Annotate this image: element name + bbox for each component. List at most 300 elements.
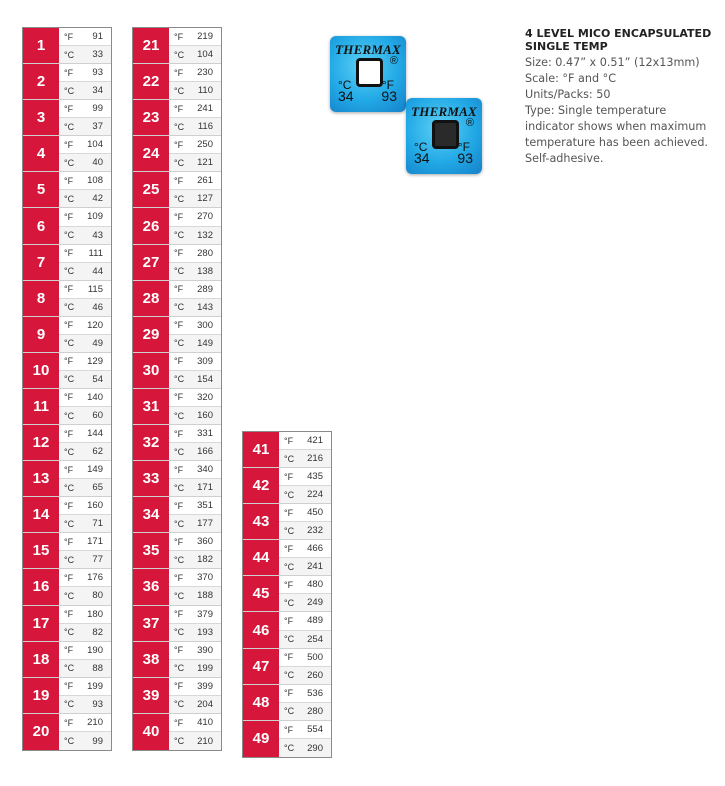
celsius-unit: °C [64, 590, 75, 601]
celsius-value: 42 [92, 193, 103, 205]
celsius-line [59, 118, 111, 135]
temperature-level-row [23, 497, 111, 533]
celsius-value: 99 [92, 735, 103, 747]
fahrenheit-line [59, 100, 111, 118]
level-number: 22 [133, 64, 169, 99]
temperature-level-row [133, 245, 221, 281]
fahrenheit-line [169, 606, 221, 624]
fahrenheit-value: 99 [92, 103, 103, 115]
temperature-level-row [133, 208, 221, 244]
celsius-line [169, 299, 221, 316]
temperature-level-row [133, 353, 221, 389]
fahrenheit-value: 379 [197, 608, 213, 620]
level-number: 25 [133, 172, 169, 207]
celsius-line [279, 486, 331, 503]
temperature-level-row [243, 649, 331, 685]
fahrenheit-line [59, 533, 111, 551]
fahrenheit-line [279, 612, 331, 630]
fahrenheit-value: 176 [87, 572, 103, 584]
fahrenheit-value: 241 [197, 103, 213, 115]
celsius-unit: °C [174, 266, 185, 277]
temperature-values [169, 172, 221, 207]
temperature-values [59, 317, 111, 352]
celsius-line [279, 667, 331, 684]
fahrenheit-value: 144 [87, 428, 103, 440]
fahrenheit-unit: °F [174, 500, 184, 511]
temperature-values [59, 606, 111, 641]
level-number: 23 [133, 100, 169, 135]
registered-mark: ® [465, 117, 474, 129]
fahrenheit-unit: °F [284, 615, 294, 626]
temperature-values [59, 678, 111, 713]
fahrenheit-value: 160 [87, 500, 103, 512]
celsius-value: 154 [197, 373, 213, 385]
level-number: 19 [23, 678, 59, 713]
celsius-line [169, 515, 221, 532]
product-type-line-4: Self-adhesive. [525, 152, 604, 165]
fahrenheit-unit: °F [174, 572, 184, 583]
celsius-unit: °C [174, 518, 185, 529]
fahrenheit-value: 93 [92, 67, 103, 79]
fahrenheit-line [279, 685, 331, 703]
temperature-level-row [133, 678, 221, 714]
level-number: 7 [23, 245, 59, 280]
celsius-unit: °C [174, 338, 185, 349]
fahrenheit-unit: °F [284, 507, 294, 518]
celsius-unit: °C [174, 230, 185, 241]
temperature-level-row [243, 432, 331, 468]
fahrenheit-line [59, 461, 111, 479]
level-number: 39 [133, 678, 169, 713]
celsius-line [169, 371, 221, 388]
fahrenheit-value: 466 [307, 543, 323, 555]
temperature-values [169, 245, 221, 280]
celsius-line [59, 479, 111, 496]
celsius-value: 116 [197, 121, 213, 133]
celsius-unit: °C [64, 482, 75, 493]
celsius-unit: °C [64, 627, 75, 638]
fahrenheit-line [59, 678, 111, 696]
level-number: 41 [243, 432, 279, 467]
celsius-line [59, 154, 111, 171]
celsius-value: 210 [197, 735, 213, 747]
temperature-level-row [133, 425, 221, 461]
temperature-level-row [23, 64, 111, 100]
level-number: 16 [23, 569, 59, 604]
temperature-values [169, 569, 221, 604]
celsius-unit: °C [174, 157, 185, 168]
celsius-unit: °C [64, 518, 75, 529]
celsius-unit: °C [284, 743, 295, 754]
fahrenheit-value: 360 [197, 536, 213, 548]
celsius-unit: °C [174, 627, 185, 638]
fahrenheit-unit: °F [64, 645, 74, 656]
celsius-unit: °C [174, 699, 185, 710]
celsius-value: 65 [92, 482, 103, 494]
level-number: 2 [23, 64, 59, 99]
temperature-level-row [23, 714, 111, 750]
temperature-level-row [23, 317, 111, 353]
fahrenheit-unit: °F [174, 284, 184, 295]
celsius-value: 40 [92, 157, 103, 169]
fahrenheit-unit: °F [174, 428, 184, 439]
fahrenheit-line [279, 576, 331, 594]
temperature-values [169, 64, 221, 99]
temperature-values [169, 353, 221, 388]
celsius-unit: °C [174, 49, 185, 60]
product-title-line-1: 4 LEVEL MICO ENCAPSULATED [525, 27, 712, 40]
celsius-value: 138 [197, 265, 213, 277]
level-number: 42 [243, 468, 279, 503]
level-number: 45 [243, 576, 279, 611]
celsius-unit: °C [174, 410, 185, 421]
fahrenheit-unit: °F [284, 724, 294, 735]
temperature-values [59, 497, 111, 532]
indicator-celsius-value: 34 [338, 88, 354, 104]
celsius-value: 80 [92, 590, 103, 602]
celsius-unit: °C [64, 49, 75, 60]
temperature-level-row [133, 533, 221, 569]
celsius-line [59, 335, 111, 352]
temperature-level-row [133, 281, 221, 317]
fahrenheit-unit: °F [284, 471, 294, 482]
fahrenheit-line [59, 497, 111, 515]
indicator-fahrenheit-unit: °F [457, 140, 470, 154]
temperature-values [279, 649, 331, 684]
fahrenheit-line [169, 425, 221, 443]
temperature-values [169, 317, 221, 352]
fahrenheit-line [59, 425, 111, 443]
celsius-value: 34 [92, 85, 103, 97]
temperature-values [169, 642, 221, 677]
fahrenheit-value: 199 [87, 680, 103, 692]
fahrenheit-line [279, 432, 331, 450]
fahrenheit-unit: °F [64, 356, 74, 367]
level-number: 21 [133, 28, 169, 63]
celsius-line [279, 522, 331, 539]
fahrenheit-value: 480 [307, 579, 323, 591]
fahrenheit-line [59, 389, 111, 407]
fahrenheit-unit: °F [64, 464, 74, 475]
temperature-values [59, 389, 111, 424]
fahrenheit-unit: °F [284, 435, 294, 446]
fahrenheit-value: 421 [307, 435, 323, 447]
celsius-line [279, 450, 331, 467]
fahrenheit-line [59, 245, 111, 263]
temperature-values [169, 281, 221, 316]
temperature-level-row [23, 569, 111, 605]
level-number: 44 [243, 540, 279, 575]
celsius-value: 49 [92, 337, 103, 349]
indicator-fahrenheit-value: 93 [381, 88, 397, 104]
fahrenheit-unit: °F [64, 320, 74, 331]
temperature-level-row [133, 317, 221, 353]
fahrenheit-line [279, 540, 331, 558]
celsius-line [59, 82, 111, 99]
fahrenheit-line [59, 208, 111, 226]
temperature-level-row [133, 714, 221, 750]
temperature-values [279, 721, 331, 757]
fahrenheit-unit: °F [174, 211, 184, 222]
celsius-value: 127 [197, 193, 213, 205]
celsius-unit: °C [284, 706, 295, 717]
celsius-line [169, 587, 221, 604]
temperature-level-row [23, 281, 111, 317]
fahrenheit-line [59, 606, 111, 624]
product-size: Size: 0.47” x 0.51” (12x13mm) [525, 56, 700, 69]
fahrenheit-value: 91 [92, 31, 103, 43]
celsius-value: 149 [197, 337, 213, 349]
celsius-unit: °C [174, 590, 185, 601]
level-number: 20 [23, 714, 59, 750]
product-units: Units/Packs: 50 [525, 88, 611, 101]
fahrenheit-line [279, 721, 331, 740]
fahrenheit-value: 435 [307, 471, 323, 483]
celsius-unit: °C [284, 597, 295, 608]
celsius-unit: °C [284, 561, 295, 572]
level-number: 8 [23, 281, 59, 316]
celsius-value: 199 [197, 662, 213, 674]
fahrenheit-unit: °F [174, 103, 184, 114]
fahrenheit-line [59, 136, 111, 154]
level-number: 28 [133, 281, 169, 316]
level-number: 30 [133, 353, 169, 388]
celsius-value: 54 [92, 373, 103, 385]
level-number: 46 [243, 612, 279, 647]
celsius-value: 193 [197, 626, 213, 638]
fahrenheit-line [169, 389, 221, 407]
fahrenheit-line [169, 100, 221, 118]
celsius-value: 224 [307, 489, 323, 501]
temperature-values [59, 100, 111, 135]
temperature-values [279, 576, 331, 611]
fahrenheit-unit: °F [174, 536, 184, 547]
fahrenheit-line [279, 468, 331, 486]
celsius-unit: °C [64, 266, 75, 277]
celsius-line [169, 443, 221, 460]
fahrenheit-value: 450 [307, 507, 323, 519]
celsius-line [59, 696, 111, 713]
fahrenheit-value: 270 [197, 211, 213, 223]
celsius-value: 104 [197, 49, 213, 61]
celsius-value: 37 [92, 121, 103, 133]
fahrenheit-value: 140 [87, 391, 103, 403]
fahrenheit-unit: °F [64, 428, 74, 439]
temperature-level-row [243, 540, 331, 576]
temperature-values [59, 425, 111, 460]
celsius-unit: °C [64, 193, 75, 204]
temperature-level-row [133, 497, 221, 533]
fahrenheit-unit: °F [64, 717, 74, 728]
level-number: 13 [23, 461, 59, 496]
fahrenheit-value: 210 [87, 717, 103, 729]
product-type-line-3: temperature has been achieved. [525, 136, 708, 149]
temperature-values [279, 468, 331, 503]
celsius-value: 46 [92, 301, 103, 313]
temperature-values [59, 28, 111, 63]
level-number: 1 [23, 28, 59, 63]
celsius-line [59, 624, 111, 641]
celsius-line [59, 190, 111, 207]
temperature-values [169, 714, 221, 750]
celsius-line [169, 154, 221, 171]
celsius-unit: °C [64, 302, 75, 313]
fahrenheit-value: 280 [197, 247, 213, 259]
fahrenheit-line [169, 714, 221, 733]
level-number: 29 [133, 317, 169, 352]
celsius-line [279, 594, 331, 611]
celsius-value: 166 [197, 446, 213, 458]
product-title [525, 27, 720, 53]
temperature-level-row [133, 64, 221, 100]
fahrenheit-line [169, 461, 221, 479]
fahrenheit-value: 109 [87, 211, 103, 223]
temperature-values [279, 432, 331, 467]
celsius-unit: °C [174, 121, 185, 132]
temperature-values [169, 678, 221, 713]
celsius-line [279, 631, 331, 648]
celsius-line [169, 660, 221, 677]
temperature-level-row [23, 389, 111, 425]
level-number: 48 [243, 685, 279, 720]
temperature-column-3 [242, 431, 332, 758]
temperature-level-row [133, 28, 221, 64]
fahrenheit-line [169, 281, 221, 299]
fahrenheit-value: 370 [197, 572, 213, 584]
temperature-values [59, 642, 111, 677]
celsius-line [59, 299, 111, 316]
temperature-values [59, 136, 111, 171]
fahrenheit-value: 149 [87, 464, 103, 476]
fahrenheit-value: 180 [87, 608, 103, 620]
celsius-value: 44 [92, 265, 103, 277]
fahrenheit-value: 115 [87, 283, 103, 295]
fahrenheit-unit: °F [174, 175, 184, 186]
fahrenheit-unit: °F [284, 579, 294, 590]
temperature-values [59, 245, 111, 280]
fahrenheit-unit: °F [64, 392, 74, 403]
fahrenheit-unit: °F [174, 356, 184, 367]
celsius-value: 62 [92, 446, 103, 458]
fahrenheit-line [169, 172, 221, 190]
temperature-level-row [133, 569, 221, 605]
celsius-value: 241 [307, 561, 323, 573]
celsius-value: 43 [92, 229, 103, 241]
temperature-level-row [133, 136, 221, 172]
fahrenheit-unit: °F [64, 248, 74, 259]
fahrenheit-value: 219 [197, 31, 213, 43]
fahrenheit-unit: °F [64, 500, 74, 511]
temperature-level-row [133, 642, 221, 678]
level-number: 31 [133, 389, 169, 424]
temperature-level-row [243, 468, 331, 504]
fahrenheit-value: 300 [197, 319, 213, 331]
level-number: 10 [23, 353, 59, 388]
celsius-unit: °C [174, 554, 185, 565]
fahrenheit-line [169, 317, 221, 335]
fahrenheit-value: 390 [197, 644, 213, 656]
fahrenheit-value: 129 [87, 355, 103, 367]
celsius-value: 177 [197, 518, 213, 530]
fahrenheit-line [59, 353, 111, 371]
celsius-unit: °C [174, 446, 185, 457]
celsius-unit: °C [174, 302, 185, 313]
fahrenheit-value: 410 [197, 717, 213, 729]
temperature-level-row [23, 606, 111, 642]
fahrenheit-unit: °F [174, 717, 184, 728]
fahrenheit-unit: °F [174, 248, 184, 259]
fahrenheit-unit: °F [64, 175, 74, 186]
temperature-values [169, 208, 221, 243]
celsius-unit: °C [284, 670, 295, 681]
celsius-line [59, 371, 111, 388]
fahrenheit-unit: °F [174, 31, 184, 42]
fahrenheit-value: 104 [87, 139, 103, 151]
level-number: 37 [133, 606, 169, 641]
temperature-level-row [243, 721, 331, 757]
fahrenheit-value: 320 [197, 391, 213, 403]
celsius-value: 110 [197, 85, 213, 97]
celsius-value: 93 [92, 698, 103, 710]
celsius-value: 88 [92, 662, 103, 674]
temperature-level-row [23, 353, 111, 389]
level-number: 32 [133, 425, 169, 460]
fahrenheit-line [169, 497, 221, 515]
temperature-level-row [243, 576, 331, 612]
celsius-line [169, 732, 221, 750]
fahrenheit-line [59, 64, 111, 82]
temperature-values [169, 461, 221, 496]
level-number: 17 [23, 606, 59, 641]
fahrenheit-unit: °F [64, 211, 74, 222]
celsius-line [169, 118, 221, 135]
celsius-line [59, 515, 111, 532]
temperature-values [169, 425, 221, 460]
celsius-line [279, 703, 331, 720]
fahrenheit-line [169, 136, 221, 154]
fahrenheit-value: 489 [307, 615, 323, 627]
fahrenheit-unit: °F [64, 536, 74, 547]
celsius-line [169, 407, 221, 424]
celsius-unit: °C [64, 736, 75, 747]
fahrenheit-value: 309 [197, 355, 213, 367]
temperature-level-row [133, 461, 221, 497]
celsius-value: 182 [197, 554, 213, 566]
celsius-unit: °C [64, 230, 75, 241]
temperature-values [59, 533, 111, 568]
celsius-unit: °C [284, 489, 295, 500]
level-number: 38 [133, 642, 169, 677]
fahrenheit-unit: °F [284, 543, 294, 554]
fahrenheit-value: 351 [197, 500, 213, 512]
level-number: 12 [23, 425, 59, 460]
celsius-line [59, 660, 111, 677]
fahrenheit-line [59, 172, 111, 190]
celsius-line [59, 443, 111, 460]
celsius-line [59, 407, 111, 424]
temperature-values [59, 281, 111, 316]
level-number: 9 [23, 317, 59, 352]
registered-mark: ® [389, 55, 398, 67]
level-number: 33 [133, 461, 169, 496]
celsius-value: 216 [307, 453, 323, 465]
celsius-unit: °C [174, 374, 185, 385]
temperature-level-row [133, 606, 221, 642]
fahrenheit-unit: °F [284, 652, 294, 663]
celsius-line [279, 558, 331, 575]
fahrenheit-unit: °F [64, 103, 74, 114]
temperature-values [279, 685, 331, 720]
